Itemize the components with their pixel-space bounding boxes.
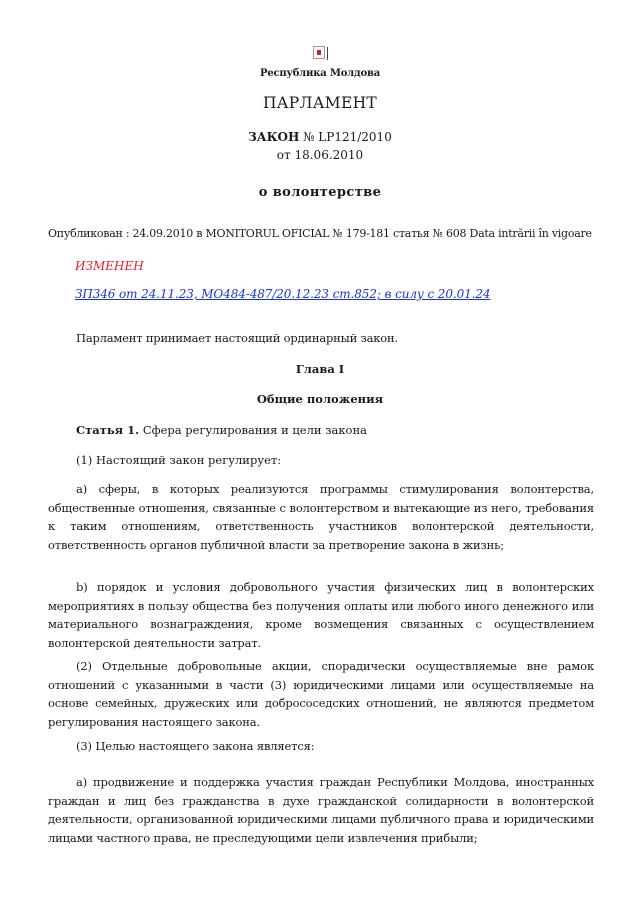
law-number (0, 130, 640, 144)
law-label: ЗАКОН (248, 130, 300, 144)
paragraph-3a: а) продвижение и поддержка участия граждан Республики Молдова, иностранных граждан и лиц без гражданства в духе гражданской солидарности в волонтерской деятельности, организованной юридическими лицами публичного права и юридическими лицами частного права, не преследующими цели извлечения прибыли; (48, 775, 594, 845)
article-label: Статья 1. (76, 423, 140, 437)
amendment-link[interactable]: ЗП346 от 24.11.23, МО484-487/20.12.23 ст.852; в силу с 20.01.24 (75, 287, 491, 301)
paragraph-2: (2) Отдельные добровольные акции, спорадически осуществляемые вне рамок отношений с указанными в части (3) юридическими лицами или осуществляемые на основе семейных, дружеских или добрососедских отношений, не являются предметом регулирования настоящего закона. (48, 659, 594, 729)
broken-image-icon (313, 46, 325, 59)
paragraph-3: (3) Целью настоящего закона является: (76, 739, 315, 753)
chapter-heading: Глава I (295, 362, 345, 376)
law-number-value: № LP121/2010 (303, 130, 392, 144)
republic-heading: Республика Молдова (260, 68, 380, 79)
article-title: Сфера регулирования и цели закона (142, 423, 367, 437)
paragraph-1a: а) сферы, в которых реализуются программы стимулирования волонтерства, общественные отношения, связанные с волонтерством и вытекающие из него, требования к таким отношениям, ответственность участников волонтерской деятельности, ответственность органов публичной власти за претворение закона в жизнь; (48, 482, 594, 552)
law-title: о волонтерстве (258, 185, 382, 200)
amendment-status: ИЗМЕНЕН (75, 259, 144, 273)
article-heading (76, 423, 367, 437)
chapter-title: Общие положения (256, 392, 384, 406)
paragraph-1: (1) Настоящий закон регулирует: (76, 453, 282, 467)
parliament-heading: ПАРЛАМЕНТ (262, 94, 378, 112)
publication-info: Опубликован : 24.09.2010 в MONITORUL OFICIAL № 179-181 статья № 608 Data intrării în vigoare (48, 227, 592, 240)
law-date: от 18.06.2010 (276, 148, 364, 162)
preamble: Парламент принимает настоящий ординарный закон. (76, 331, 398, 345)
paragraph-1b: b) порядок и условия добровольного участия физических лиц в волонтерских мероприятиях в пользу общества без получения оплаты или любого иного денежного или материального вознаграждения, кроме возмещения связанных с осуществлением волонтерской деятельности затрат. (48, 580, 594, 650)
